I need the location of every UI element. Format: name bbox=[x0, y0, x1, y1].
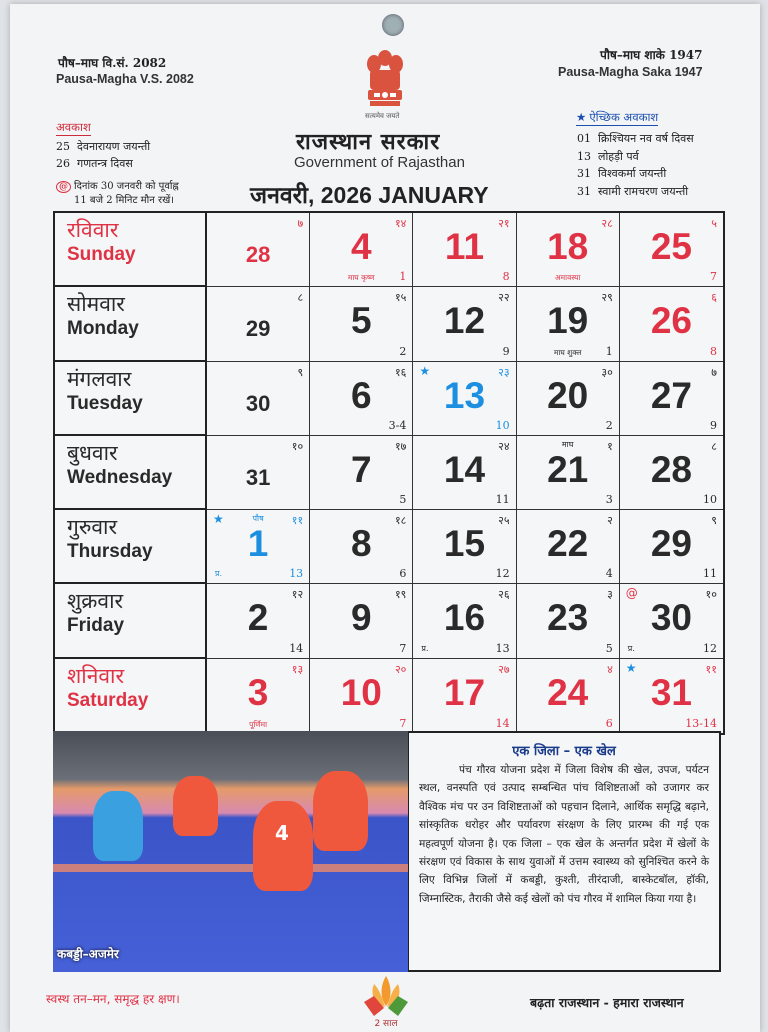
weekday-hindi: शुक्रवार bbox=[67, 589, 124, 614]
government-title-hindi: राजस्थान सरकार bbox=[296, 129, 441, 155]
date-cell[interactable] bbox=[310, 362, 413, 436]
date-cell[interactable] bbox=[207, 362, 310, 436]
tithi-number: 8 bbox=[502, 270, 510, 284]
weekday-hindi: सोमवार bbox=[67, 292, 125, 317]
tithi-number: 5 bbox=[399, 493, 407, 507]
date-number: 17 bbox=[443, 671, 486, 713]
date-number: 8 bbox=[351, 523, 372, 565]
date-cell[interactable] bbox=[413, 287, 516, 361]
date-number: 16 bbox=[443, 597, 486, 639]
lunar-note: माघ कृष्ण bbox=[347, 273, 375, 283]
date-cell[interactable] bbox=[620, 287, 723, 361]
weekday-english: Saturday bbox=[67, 689, 149, 711]
star-icon: ★ bbox=[576, 110, 587, 124]
saka-date: १८ bbox=[394, 514, 407, 528]
lunar-note: अमावस्या bbox=[554, 273, 581, 283]
saka-date: २६ bbox=[498, 588, 510, 602]
pratham-note: प्र. bbox=[627, 643, 635, 653]
date-cell[interactable] bbox=[413, 213, 516, 287]
weekday-english: Friday bbox=[67, 615, 125, 637]
saka-date: १९ bbox=[394, 588, 407, 602]
tithi-number: 9 bbox=[709, 418, 717, 432]
saka-date: २५ bbox=[498, 514, 510, 528]
date-cell[interactable] bbox=[620, 362, 723, 436]
saka-date: १० bbox=[705, 588, 717, 602]
tithi-number: 1 bbox=[605, 344, 613, 358]
holidays-title: अवकाश bbox=[56, 120, 91, 134]
saka-date: ११ bbox=[705, 662, 717, 676]
date-cell[interactable] bbox=[207, 213, 310, 287]
motto: सत्यमेव जयते bbox=[365, 112, 400, 120]
tithi-number: 10 bbox=[495, 418, 510, 432]
date-number: 29 bbox=[650, 523, 692, 565]
saka-date: ८ bbox=[711, 439, 717, 453]
saka-date: ५ bbox=[711, 217, 717, 230]
date-number: 10 bbox=[340, 671, 382, 713]
date-number: 30 bbox=[650, 597, 692, 639]
at-icon: @ bbox=[625, 586, 638, 601]
tithi-number: 2 bbox=[399, 344, 407, 358]
tithi-number: 10 bbox=[702, 493, 717, 507]
saka-date: ८ bbox=[297, 291, 304, 305]
tithi-number: 9 bbox=[502, 344, 510, 358]
vikram-samvat-english: Pausa-Magha V.S. 2082 bbox=[56, 72, 194, 86]
date-cell[interactable] bbox=[310, 436, 413, 510]
date-cell[interactable] bbox=[620, 213, 723, 287]
saka-date: २० bbox=[394, 662, 407, 676]
saka-date: ९ bbox=[297, 365, 304, 379]
hanging-hole bbox=[382, 14, 404, 36]
weekday-english: Monday bbox=[67, 318, 139, 340]
svg-text:2 साल: 2 साल bbox=[374, 1019, 398, 1029]
tithi-number: 1 bbox=[399, 270, 407, 284]
date-number: 31 bbox=[245, 464, 271, 490]
saka-date: २१ bbox=[498, 217, 510, 230]
at-icon: @ bbox=[56, 181, 71, 193]
month-note: माघ bbox=[561, 439, 574, 449]
date-number: 29 bbox=[245, 316, 271, 342]
date-cell[interactable] bbox=[310, 510, 413, 584]
weekday-label-tuesday bbox=[55, 362, 207, 436]
saka-date: १ bbox=[607, 439, 613, 453]
weekday-hindi: बुधवार bbox=[67, 440, 118, 465]
lunar-note: पूर्णिमा bbox=[249, 719, 268, 729]
date-number: 30 bbox=[245, 390, 271, 416]
saka-date: १० bbox=[291, 439, 304, 453]
date-cell[interactable] bbox=[310, 287, 413, 361]
date-number: 4 bbox=[351, 226, 372, 267]
date-number: 20 bbox=[547, 374, 589, 416]
kabaddi-photo bbox=[53, 731, 408, 972]
calendar-grid bbox=[53, 211, 725, 735]
tithi-number: 14 bbox=[289, 641, 304, 655]
saka-date: ९ bbox=[711, 514, 717, 528]
date-cell[interactable] bbox=[620, 659, 723, 733]
date-number: 28 bbox=[245, 242, 271, 267]
weekday-label-friday bbox=[55, 584, 207, 658]
weekday-hindi: शनिवार bbox=[67, 663, 125, 688]
date-cell[interactable] bbox=[413, 584, 516, 658]
tithi-number: 3 bbox=[605, 493, 613, 507]
date-cell[interactable] bbox=[517, 584, 620, 658]
vikram-samvat-hindi: पौष–माघ वि.सं. 2082 bbox=[58, 56, 167, 70]
date-cell[interactable] bbox=[517, 362, 620, 436]
article-title: एक जिला – एक खेल bbox=[512, 744, 616, 759]
weekday-label-wednesday bbox=[55, 436, 207, 510]
weekday-label-sunday bbox=[55, 213, 207, 287]
date-cell[interactable] bbox=[620, 436, 723, 510]
article-box bbox=[408, 731, 721, 972]
date-cell[interactable] bbox=[413, 510, 516, 584]
date-number: 27 bbox=[650, 374, 692, 416]
date-cell[interactable] bbox=[207, 436, 310, 510]
weekday-english: Tuesday bbox=[67, 392, 143, 414]
tithi-number: 11 bbox=[702, 567, 717, 581]
date-cell[interactable] bbox=[517, 659, 620, 733]
tithi-number: 6 bbox=[399, 567, 407, 581]
saka-date: १५ bbox=[394, 291, 407, 305]
court-stripe bbox=[53, 864, 408, 872]
date-cell[interactable] bbox=[517, 436, 620, 510]
lunar-note: माघ शुक्ल bbox=[553, 347, 582, 357]
saka-date: ७ bbox=[297, 217, 304, 230]
date-cell[interactable] bbox=[620, 584, 723, 658]
saka-date: २८ bbox=[601, 217, 613, 230]
saka-date: १४ bbox=[394, 217, 407, 230]
date-number: 2 bbox=[247, 597, 269, 639]
date-number: 23 bbox=[547, 597, 589, 639]
saka-date: ३ bbox=[607, 588, 613, 602]
silence-note: @ दिनांक 30 जनवरी को पूर्वाह्न 11 बजे 2 मिनिट मौन रखें। bbox=[56, 180, 179, 208]
weekday-english: Thursday bbox=[67, 541, 153, 563]
date-number: 14 bbox=[443, 448, 486, 490]
date-number: 26 bbox=[650, 300, 692, 342]
optional-holiday-item: 01 क्रिश्चियन नव वर्ष दिवस bbox=[577, 132, 694, 145]
star-icon: ★ bbox=[419, 363, 431, 378]
saka-english: Pausa-Magha Saka 1947 bbox=[558, 65, 703, 79]
date-number: 22 bbox=[547, 523, 589, 565]
date-cell[interactable] bbox=[413, 659, 516, 733]
saka-date: २२ bbox=[498, 291, 510, 305]
optional-holiday-item: 13 लोहड़ी पर्व bbox=[577, 149, 639, 163]
saka-date: १६ bbox=[394, 365, 407, 379]
tithi-number: 13 bbox=[495, 641, 510, 655]
tithi-number: 7 bbox=[399, 641, 407, 655]
date-cell[interactable] bbox=[310, 659, 413, 733]
date-cell[interactable] bbox=[310, 584, 413, 658]
optional-holiday-item: 31 विश्वकर्मा जयन्ती bbox=[577, 167, 667, 180]
footer-slogan-left: स्वस्थ तन–मन, समृद्ध हर क्षण। bbox=[46, 992, 180, 1006]
tithi-number: 7 bbox=[709, 270, 717, 284]
tithi-number: 4 bbox=[605, 567, 613, 581]
date-number: 28 bbox=[650, 448, 692, 490]
weekday-label-monday bbox=[55, 287, 207, 361]
date-number: 13 bbox=[443, 374, 486, 416]
date-number: 9 bbox=[351, 597, 372, 639]
saka-date: २ bbox=[607, 514, 613, 528]
date-number: 3 bbox=[247, 671, 269, 713]
saka-date: २३ bbox=[498, 365, 510, 379]
saka-date: ११ bbox=[291, 514, 304, 528]
saka-date: १३ bbox=[291, 662, 304, 676]
date-cell[interactable] bbox=[620, 510, 723, 584]
tithi-number: 13-14 bbox=[685, 716, 717, 730]
tithi-number: 6 bbox=[605, 716, 613, 730]
saka-date: ६ bbox=[711, 291, 717, 305]
date-number: 19 bbox=[547, 300, 589, 342]
optional-holidays-list bbox=[577, 130, 694, 200]
optional-holiday-item: 31 स्वामी रामचरण जयन्ती bbox=[577, 184, 689, 198]
date-cell[interactable] bbox=[517, 213, 620, 287]
weekday-english: Sunday bbox=[67, 244, 136, 265]
tithi-number: 7 bbox=[399, 716, 407, 730]
date-number: 25 bbox=[650, 226, 692, 267]
date-cell[interactable] bbox=[207, 584, 310, 658]
saka-date: १२ bbox=[291, 588, 304, 602]
footer-slogan-right: बढ़ता राजस्थान - हमारा राजस्थान bbox=[530, 995, 684, 1010]
optional-holidays-title: ★ ऐच्छिक अवकाश bbox=[576, 110, 659, 124]
weekday-english: Wednesday bbox=[67, 466, 173, 488]
calendar-page bbox=[10, 4, 760, 1032]
saka-date: २९ bbox=[601, 291, 613, 305]
raider-player bbox=[93, 791, 143, 861]
date-cell[interactable] bbox=[517, 287, 620, 361]
tithi-number: 3-4 bbox=[388, 418, 407, 432]
tithi-number: 13 bbox=[289, 567, 304, 581]
saka-date: १७ bbox=[394, 439, 407, 453]
saka-date: ७ bbox=[711, 365, 717, 379]
date-number: 6 bbox=[351, 374, 372, 416]
saka-date: २४ bbox=[498, 439, 510, 453]
holidays-list bbox=[56, 138, 150, 172]
date-number: 31 bbox=[650, 671, 692, 713]
tithi-number: 8 bbox=[709, 344, 717, 358]
date-number: 21 bbox=[547, 448, 589, 490]
tithi-number: 2 bbox=[605, 418, 613, 432]
star-icon: ★ bbox=[213, 512, 224, 527]
holiday-item: 26 गणतन्त्र दिवस bbox=[56, 157, 133, 170]
tithi-number: 12 bbox=[495, 567, 510, 581]
jersey-number: 4 bbox=[275, 821, 289, 845]
date-number: 24 bbox=[547, 671, 589, 713]
weekday-label-thursday bbox=[55, 510, 207, 584]
date-cell[interactable] bbox=[207, 659, 310, 733]
month-note: पौष bbox=[252, 514, 264, 524]
weekday-hindi: रविवार bbox=[67, 218, 119, 242]
saka-hindi: पौष–माघ शाके 1947 bbox=[600, 48, 703, 62]
tithi-number: 14 bbox=[495, 716, 510, 730]
tithi-number: 12 bbox=[702, 641, 717, 655]
weekday-hindi: मंगलवार bbox=[67, 366, 132, 391]
date-cell[interactable] bbox=[310, 213, 413, 287]
star-icon: ★ bbox=[625, 660, 637, 675]
defender-player bbox=[313, 771, 368, 851]
date-cell[interactable] bbox=[207, 287, 310, 361]
article-body: पंच गौरव योजना प्रदेश में जिला विशेष की खेल, उपज, पर्यटन स्थल, वनस्पति एवं उत्पाद सम्बन्धित पांच विशिष्टताओं को उजागर कर वैश्विक मंच पर उन विशिष्टताओं को पहचान दिलाने, आर्थिक समृद्धि बढ़ाने, सांस्कृतिक धरोहर और पर्यावरण संरक्षण के लिए प्रारम्भ की गई एक महत्वपूर्ण योजना है। एक जिला – एक खेल के अन्तर्गत प्रदेश में खेलों के संरक्षण एवं विकास के साथ युवाओं में उत्तम स्वास्थ्य को सुनिश्चित करने के लिए विभिन्न जिलों में कबड्डी, कुश्ती, तीरंदाजी, बास्केटबॉल, हॉकी, जिम्नास्टिक, तैराकी जैसे कई खेलों को पंच गौरव में शामिल किया गया है। bbox=[419, 764, 709, 905]
defender-player bbox=[173, 776, 218, 836]
date-number: 7 bbox=[351, 448, 372, 490]
holiday-item: 25 देवनारायण जयन्ती bbox=[56, 140, 151, 153]
defender-player bbox=[253, 801, 313, 891]
ashoka-emblem-icon bbox=[362, 48, 408, 112]
tithi-number: 11 bbox=[495, 493, 510, 507]
date-cell[interactable] bbox=[413, 436, 516, 510]
date-number: 11 bbox=[444, 226, 485, 267]
saka-date: ३० bbox=[601, 365, 613, 379]
date-cell[interactable] bbox=[207, 510, 310, 584]
month-title: जनवरी, 2026 JANUARY bbox=[250, 182, 489, 208]
date-number: 5 bbox=[351, 300, 372, 342]
pratham-note: प्र. bbox=[421, 643, 429, 653]
saka-date: ४ bbox=[607, 662, 613, 676]
date-cell[interactable] bbox=[517, 510, 620, 584]
saka-date: २७ bbox=[498, 662, 510, 676]
government-title-english: Government of Rajasthan bbox=[294, 154, 465, 171]
lotus-logo-icon bbox=[360, 974, 412, 1032]
date-number: 1 bbox=[247, 523, 269, 565]
tithi-number: 5 bbox=[605, 641, 613, 655]
weekday-label-saturday bbox=[55, 659, 207, 733]
date-number: 18 bbox=[547, 226, 589, 267]
date-number: 12 bbox=[443, 300, 486, 342]
date-number: 15 bbox=[443, 523, 486, 565]
pratham-note: प्र. bbox=[215, 569, 223, 579]
date-cell[interactable] bbox=[413, 362, 516, 436]
photo-caption: कबड्डी–अजमेर bbox=[57, 947, 119, 961]
weekday-hindi: गुरुवार bbox=[67, 515, 118, 540]
